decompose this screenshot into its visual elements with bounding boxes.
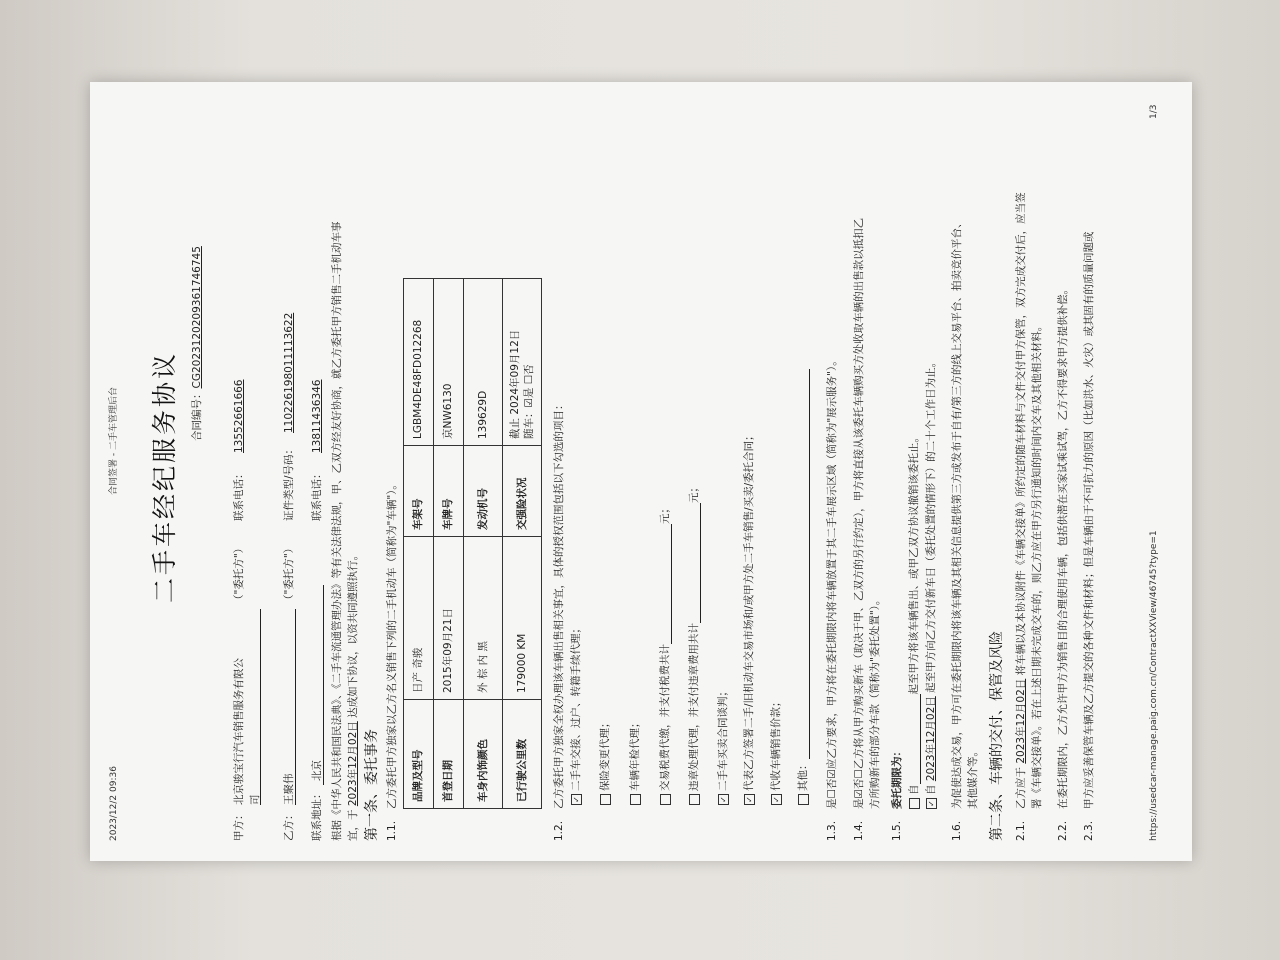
- page-number: 1/3: [1149, 104, 1159, 119]
- checklist-item: [628, 718, 642, 806]
- party-a-name: 北京骏宝行汽车销售服务有限公: [233, 658, 245, 805]
- table-cell-label: 交强险状况: [503, 446, 542, 537]
- contract-number: [190, 246, 204, 441]
- table-cell-label: 首登日期: [434, 700, 464, 809]
- table-cell-label: 车身内饰颜色: [464, 700, 503, 809]
- table-cell-value: 外 棕 内 黑: [464, 537, 503, 700]
- term-text: 起至甲方向乙方交付新车日（委托处置的情形下）的二十个工作日为止。: [925, 356, 937, 693]
- party-a-label: 甲方：: [233, 809, 245, 841]
- table-cell-label: 品牌及型号: [404, 700, 434, 809]
- term-option-2: [924, 357, 938, 809]
- party-b-id: 110226198011113622: [283, 312, 295, 433]
- checklist-label: 交易税费代缴，并支付税费共计: [659, 644, 671, 791]
- clause-2-3: [1082, 232, 1096, 842]
- contact-address: 北京: [311, 760, 323, 781]
- term-label: 自: [908, 784, 920, 795]
- clause-1-5: [890, 746, 904, 841]
- clause-number: 1.1.: [386, 820, 398, 841]
- clause-text: 为促使达成交易，甲方可在委托期限内将该车辆及其相关信息提供第三方或发布于自有/第三方的线上交易平台、拍卖竞价平台、: [951, 217, 963, 809]
- clause-text: 是☑否☐乙方将从甲方购买新车（取决于甲、乙双方的另行约定），甲方将直接从该委托车辆购买方处收取车辆的出售款以抵扣乙: [853, 217, 865, 809]
- clause-number: 2.2.: [1057, 820, 1069, 841]
- preamble-line-2: [346, 550, 360, 841]
- table-cell-value: 日产 奇骏: [404, 537, 434, 700]
- table-cell-value: LGBM4DE48FD012268: [404, 279, 434, 446]
- checklist-item: [796, 370, 810, 806]
- blank-field: [797, 370, 810, 760]
- table-cell-value: 京NW6130: [434, 279, 464, 446]
- checkbox-unchecked: [798, 794, 809, 805]
- party-a-phone-label: 联系电话：: [233, 468, 245, 521]
- print-system-name: 合同签署 - 二手车管理后台: [109, 387, 119, 495]
- unit-label: 元；: [688, 482, 700, 503]
- print-timestamp: 2023/12/2 09:36: [109, 766, 119, 841]
- party-a-name-cont: 司: [249, 794, 261, 805]
- party-a-phone: 13552661666: [233, 379, 245, 453]
- clause-text: 是☐否☑应乙方要求，甲方将在委托期限内将车辆放置于其二手车展示区域（简称为"展示服务"）。: [826, 355, 838, 809]
- clause-text: 在委托期限内，乙方允许甲方为销售目的合理使用车辆，包括供潜在买家试乘试驾，乙方不得要求甲方提供补偿。: [1057, 284, 1069, 809]
- checklist-item: [569, 623, 583, 805]
- checkbox-unchecked: [909, 798, 920, 809]
- clause-1-3: [825, 355, 839, 841]
- blank-field: [908, 695, 921, 785]
- checklist-item: [769, 697, 783, 806]
- clause-number: 1.6.: [951, 820, 963, 841]
- checklist-label: 二手车交接、过户、转籍手续代理；: [570, 623, 582, 791]
- clause-number: 1.2.: [553, 820, 565, 841]
- checklist-label: 保险变更代理；: [599, 717, 611, 791]
- clause-number: 1.4.: [853, 820, 865, 841]
- table-cell-value: 139629D: [464, 279, 503, 446]
- party-b-label: 乙方：: [283, 809, 295, 841]
- preamble-line-1: 根据《中华人民共和国民法典》、《二手车流通管理办法》等有关法律法规，甲、乙双方经友好协商，就乙方委托甲方销售二手机动车事: [331, 221, 343, 841]
- document-content: [90, 82, 1192, 861]
- clause-2-2: [1056, 284, 1070, 841]
- checkbox-checked: ✓: [926, 798, 937, 809]
- table-cell-value: [503, 279, 542, 446]
- document-page: [90, 82, 1192, 861]
- checkbox-checked: ✓: [744, 794, 755, 805]
- clause-number: 2.1.: [1015, 820, 1027, 841]
- clause-1-1: [385, 479, 399, 841]
- checkbox-checked: ✓: [771, 794, 782, 805]
- clause-1-6: [950, 217, 964, 841]
- clause-text: 乙方委托甲方独家全权办理该车辆出售相关事宜，具体的授权范围包括以下勾选的项目：: [553, 399, 565, 809]
- party-b-id-label: 证件类型/号码：: [283, 443, 295, 521]
- checklist-item: [742, 430, 756, 805]
- table-cell-label: 车架号: [404, 446, 434, 537]
- table-row: [434, 279, 464, 809]
- clause-text: 将车辆以及本协议附件《车辆交接单》所约定的随车材料与文件交付甲方保管，双方完成交付后，应当签: [1015, 192, 1027, 676]
- checkbox-unchecked: [689, 794, 700, 805]
- checklist-item: [716, 686, 730, 805]
- term-option-1: [907, 432, 921, 809]
- checkbox-checked: ✓: [571, 794, 582, 805]
- clause-number: 2.3.: [1083, 820, 1095, 841]
- checklist-item: [687, 482, 701, 805]
- page-title: 二手车经纪服务协议: [150, 350, 179, 603]
- insurance-expiry: 截止 2024年09月12日: [508, 329, 521, 439]
- table-cell-label: 发动机号: [464, 446, 503, 537]
- footer-url: https://usedcar-manage.paig.com.cn/ContractXXView/46745?type=1: [1149, 530, 1159, 841]
- insurance-with-car: 随车：☑是 ☐否: [523, 364, 535, 439]
- party-b-name: 王聚伟: [283, 773, 295, 805]
- contract-number-label: 合同编号：: [191, 388, 203, 441]
- table-row: [503, 279, 542, 809]
- checklist-label: 违章处理代理，并支付违章费用共计: [688, 623, 700, 791]
- table-cell-label: 车牌号: [434, 446, 464, 537]
- table-cell-label: 已行驶公里数: [503, 700, 542, 809]
- checkbox-unchecked: [600, 794, 611, 805]
- checklist-label: 代表乙方签署二手/旧机动车交易市场和/或甲方处二手车销售/买卖/委托合同；: [743, 430, 755, 791]
- term-label: 自: [925, 784, 937, 795]
- table-row: [404, 279, 434, 809]
- checkbox-unchecked: [660, 794, 671, 805]
- blank-field: [659, 524, 672, 644]
- clause-text: 乙方委托甲方独家以乙方名义销售下列的二手机动车（简称为"车辆"）。: [386, 479, 398, 809]
- checklist-label: 车辆年检代理；: [629, 717, 641, 791]
- checkbox-checked: ✓: [718, 794, 729, 805]
- checklist-label: 代收车辆销售价款；: [770, 696, 782, 791]
- clause-2-1-cont: 署《车辆交接单》。若在上述日期未完成交车的，则乙方应在甲方另行通知的时间内交车及其他相关材料。: [1031, 320, 1043, 809]
- party-b-alias: （"委托方"）: [283, 542, 295, 605]
- article-1-title: 第一条、委托事务: [364, 729, 380, 841]
- preamble-date: 2023年12月02日: [347, 721, 359, 807]
- checklist-label: 二手车买卖合同谈判；: [717, 686, 729, 791]
- clause-1-4-cont: 方所购新车的部分车款（简称为"委托处置"）。: [869, 594, 881, 809]
- checklist-label: 其他：: [797, 759, 809, 791]
- contact-phone: 13811436346: [311, 379, 323, 453]
- clause-number: 1.5.: [891, 820, 903, 841]
- checklist-item: [658, 503, 672, 805]
- checklist-item: [598, 718, 612, 806]
- term-date: 2023年12月02日: [925, 696, 937, 782]
- contract-number-value: CG2023120209361746745: [191, 246, 203, 389]
- checkbox-unchecked: [630, 794, 641, 805]
- clause-2-1: [1014, 192, 1028, 841]
- vehicle-info-table: [403, 278, 542, 809]
- delivery-date: 2023年12月02日: [1015, 678, 1027, 764]
- table-cell-value: 2015年09月21日: [434, 537, 464, 700]
- term-text: 起至甲方将该车辆售出、或甲乙双方协议撤销该委托止。: [908, 432, 920, 695]
- table-cell-value: 179000 KM: [503, 537, 542, 700]
- preamble-prefix: 宜，于: [347, 809, 359, 841]
- clause-number: 1.3.: [826, 820, 838, 841]
- blank-field: [688, 503, 701, 623]
- clause-text: 甲方应妥善保管车辆及乙方提交的各种文件和材料；但是车辆由于不可抗力的原因（比如洪水、火灾）或其固有的质量问题或: [1083, 231, 1095, 809]
- clause-text: 乙方应于: [1015, 767, 1027, 809]
- preamble-suffix: 达成如下协议，以资共同遵照执行。: [347, 549, 359, 718]
- party-a-alias: （"委托方"）: [233, 542, 245, 605]
- clause-1-4: [852, 218, 866, 841]
- clause-1-6-cont: 其他媒介等。: [967, 746, 979, 809]
- article-2-title: 第二条、车辆的交付、保管及风险: [989, 631, 1005, 841]
- contact-address-label: 联系地址：: [311, 788, 323, 841]
- unit-label: 元；: [659, 503, 671, 524]
- clause-1-2: [552, 400, 566, 842]
- table-row: [464, 279, 503, 809]
- contact-phone-label: 联系电话：: [311, 468, 323, 521]
- clause-title: 委托期限为：: [891, 746, 903, 809]
